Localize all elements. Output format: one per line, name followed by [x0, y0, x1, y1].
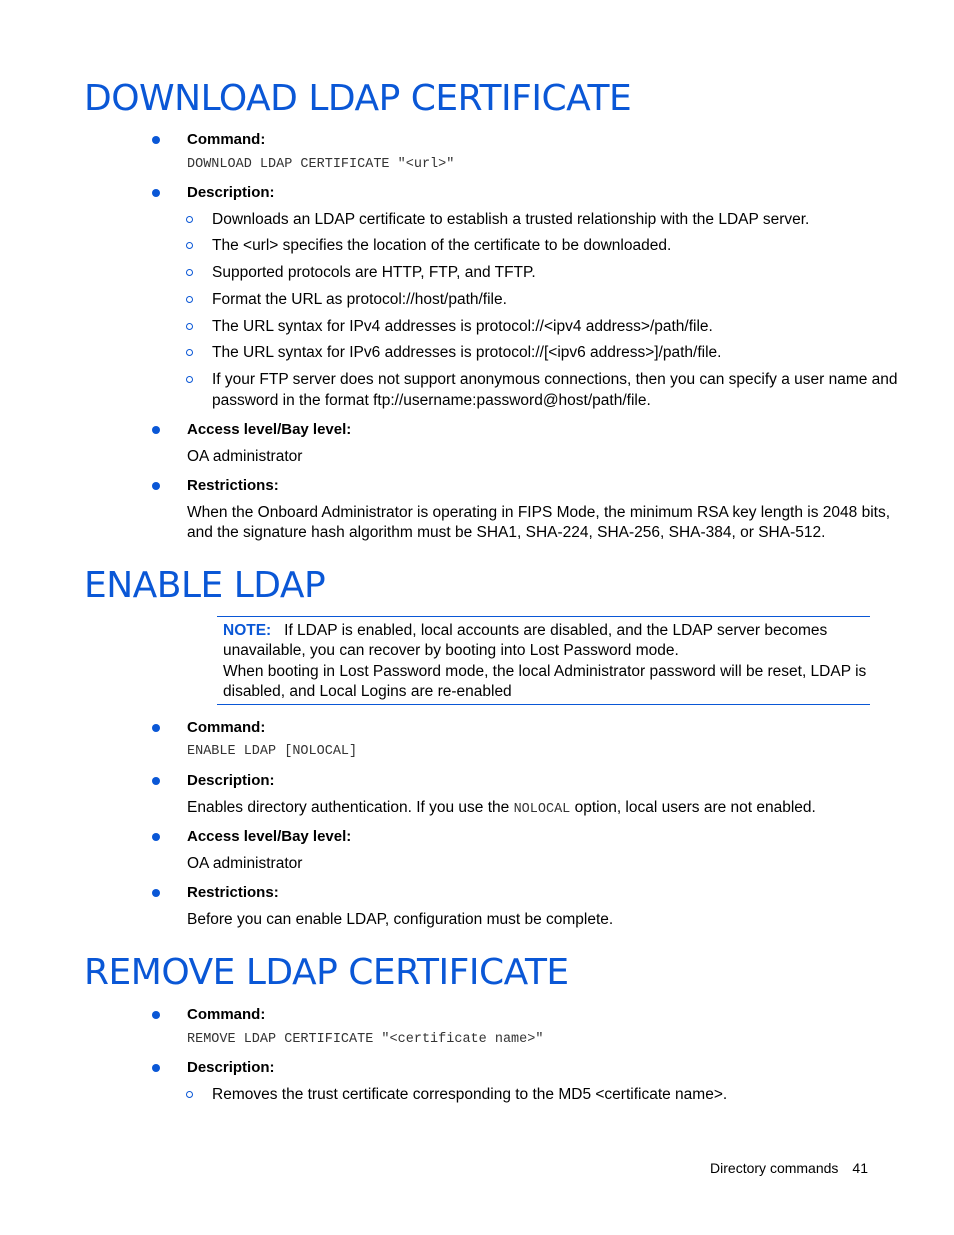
inline-code: NOLOCAL [513, 802, 571, 817]
description-item: The URL syntax for IPv4 addresses is protocol://<ipv4 address>/path/file. [212, 318, 713, 335]
command-label: Command: [187, 1006, 266, 1023]
restrictions-text: Before you can enable LDAP, configuration must be complete. [187, 911, 614, 928]
bullet-icon [152, 1064, 160, 1072]
sub-bullet-icon [186, 216, 193, 223]
bullet-icon [152, 889, 160, 897]
sub-bullet-icon [186, 296, 193, 303]
section-title-remove: REMOVE LDAP CERTIFICATE [84, 952, 569, 993]
description-text: Enables directory authentication. If you use the NOLOCAL option, local users are not enabled. [187, 799, 816, 817]
description-item: Removes the trust certificate corresponding to the MD5 <certificate name>. [212, 1086, 728, 1103]
note-text: disabled, and Local Logins are re-enabled [223, 683, 512, 700]
restrictions-text: and the signature hash algorithm must be SHA1, SHA-224, SHA-256, SHA-384, or SHA-512. [187, 524, 826, 541]
description-item: The URL syntax for IPv6 addresses is protocol://[<ipv6 address>]/path/file. [212, 344, 722, 361]
section-title-enable: ENABLE LDAP [84, 565, 326, 606]
access-value: OA administrator [187, 448, 303, 465]
command-label: Command: [187, 719, 266, 736]
note-text: When booting in Lost Password mode, the local Administrator password will be reset, LDAP is [223, 663, 867, 680]
page-footer [710, 1158, 868, 1178]
sub-bullet-icon [186, 323, 193, 330]
footer-section-name: Directory commands [710, 1160, 839, 1176]
command-label: Command: [187, 131, 266, 148]
restrictions-label: Restrictions: [187, 884, 279, 901]
bullet-icon [152, 777, 160, 785]
access-value: OA administrator [187, 855, 303, 872]
page-number: 41 [852, 1160, 868, 1176]
restrictions-text: When the Onboard Administrator is operating in FIPS Mode, the minimum RSA key length is 2048 bits, [187, 504, 891, 521]
description-item: Downloads an LDAP certificate to establish a trusted relationship with the LDAP server. [212, 211, 810, 228]
bullet-icon [152, 1011, 160, 1019]
description-item: If your FTP server does not support anonymous connections, then you can specify a user name and [212, 371, 898, 388]
bullet-icon [152, 426, 160, 434]
command-syntax: DOWNLOAD LDAP CERTIFICATE "<url>" [187, 157, 455, 172]
command-syntax: REMOVE LDAP CERTIFICATE "<certificate name>" [187, 1032, 544, 1047]
access-label: Access level/Bay level: [187, 421, 352, 438]
note-text: If LDAP is enabled, local accounts are disabled, and the LDAP server becomes [284, 622, 828, 639]
description-item: Format the URL as protocol://host/path/file. [212, 291, 507, 308]
bullet-icon [152, 189, 160, 197]
restrictions-label: Restrictions: [187, 477, 279, 494]
access-label: Access level/Bay level: [187, 828, 352, 845]
section-title-download: DOWNLOAD LDAP CERTIFICATE [84, 78, 632, 119]
description-item: Supported protocols are HTTP, FTP, and TFTP. [212, 264, 536, 281]
sub-bullet-icon [186, 1091, 193, 1098]
description-label: Description: [187, 184, 275, 201]
description-item: The <url> specifies the location of the certificate to be downloaded. [212, 237, 672, 254]
sub-bullet-icon [186, 376, 193, 383]
note-text: unavailable, you can recover by booting into Lost Password mode. [223, 642, 679, 659]
sub-bullet-icon [186, 242, 193, 249]
description-label: Description: [187, 1059, 275, 1076]
sub-bullet-icon [186, 349, 193, 356]
sub-bullet-icon [186, 269, 193, 276]
bullet-icon [152, 833, 160, 841]
description-item-continued: password in the format ftp://username:password@host/path/file. [212, 392, 651, 409]
description-label: Description: [187, 772, 275, 789]
bullet-icon [152, 724, 160, 732]
bullet-icon [152, 136, 160, 144]
command-syntax: ENABLE LDAP [NOLOCAL] [187, 744, 358, 759]
note-label: NOTE: [223, 622, 272, 639]
bullet-icon [152, 482, 160, 490]
note-box [217, 616, 870, 705]
